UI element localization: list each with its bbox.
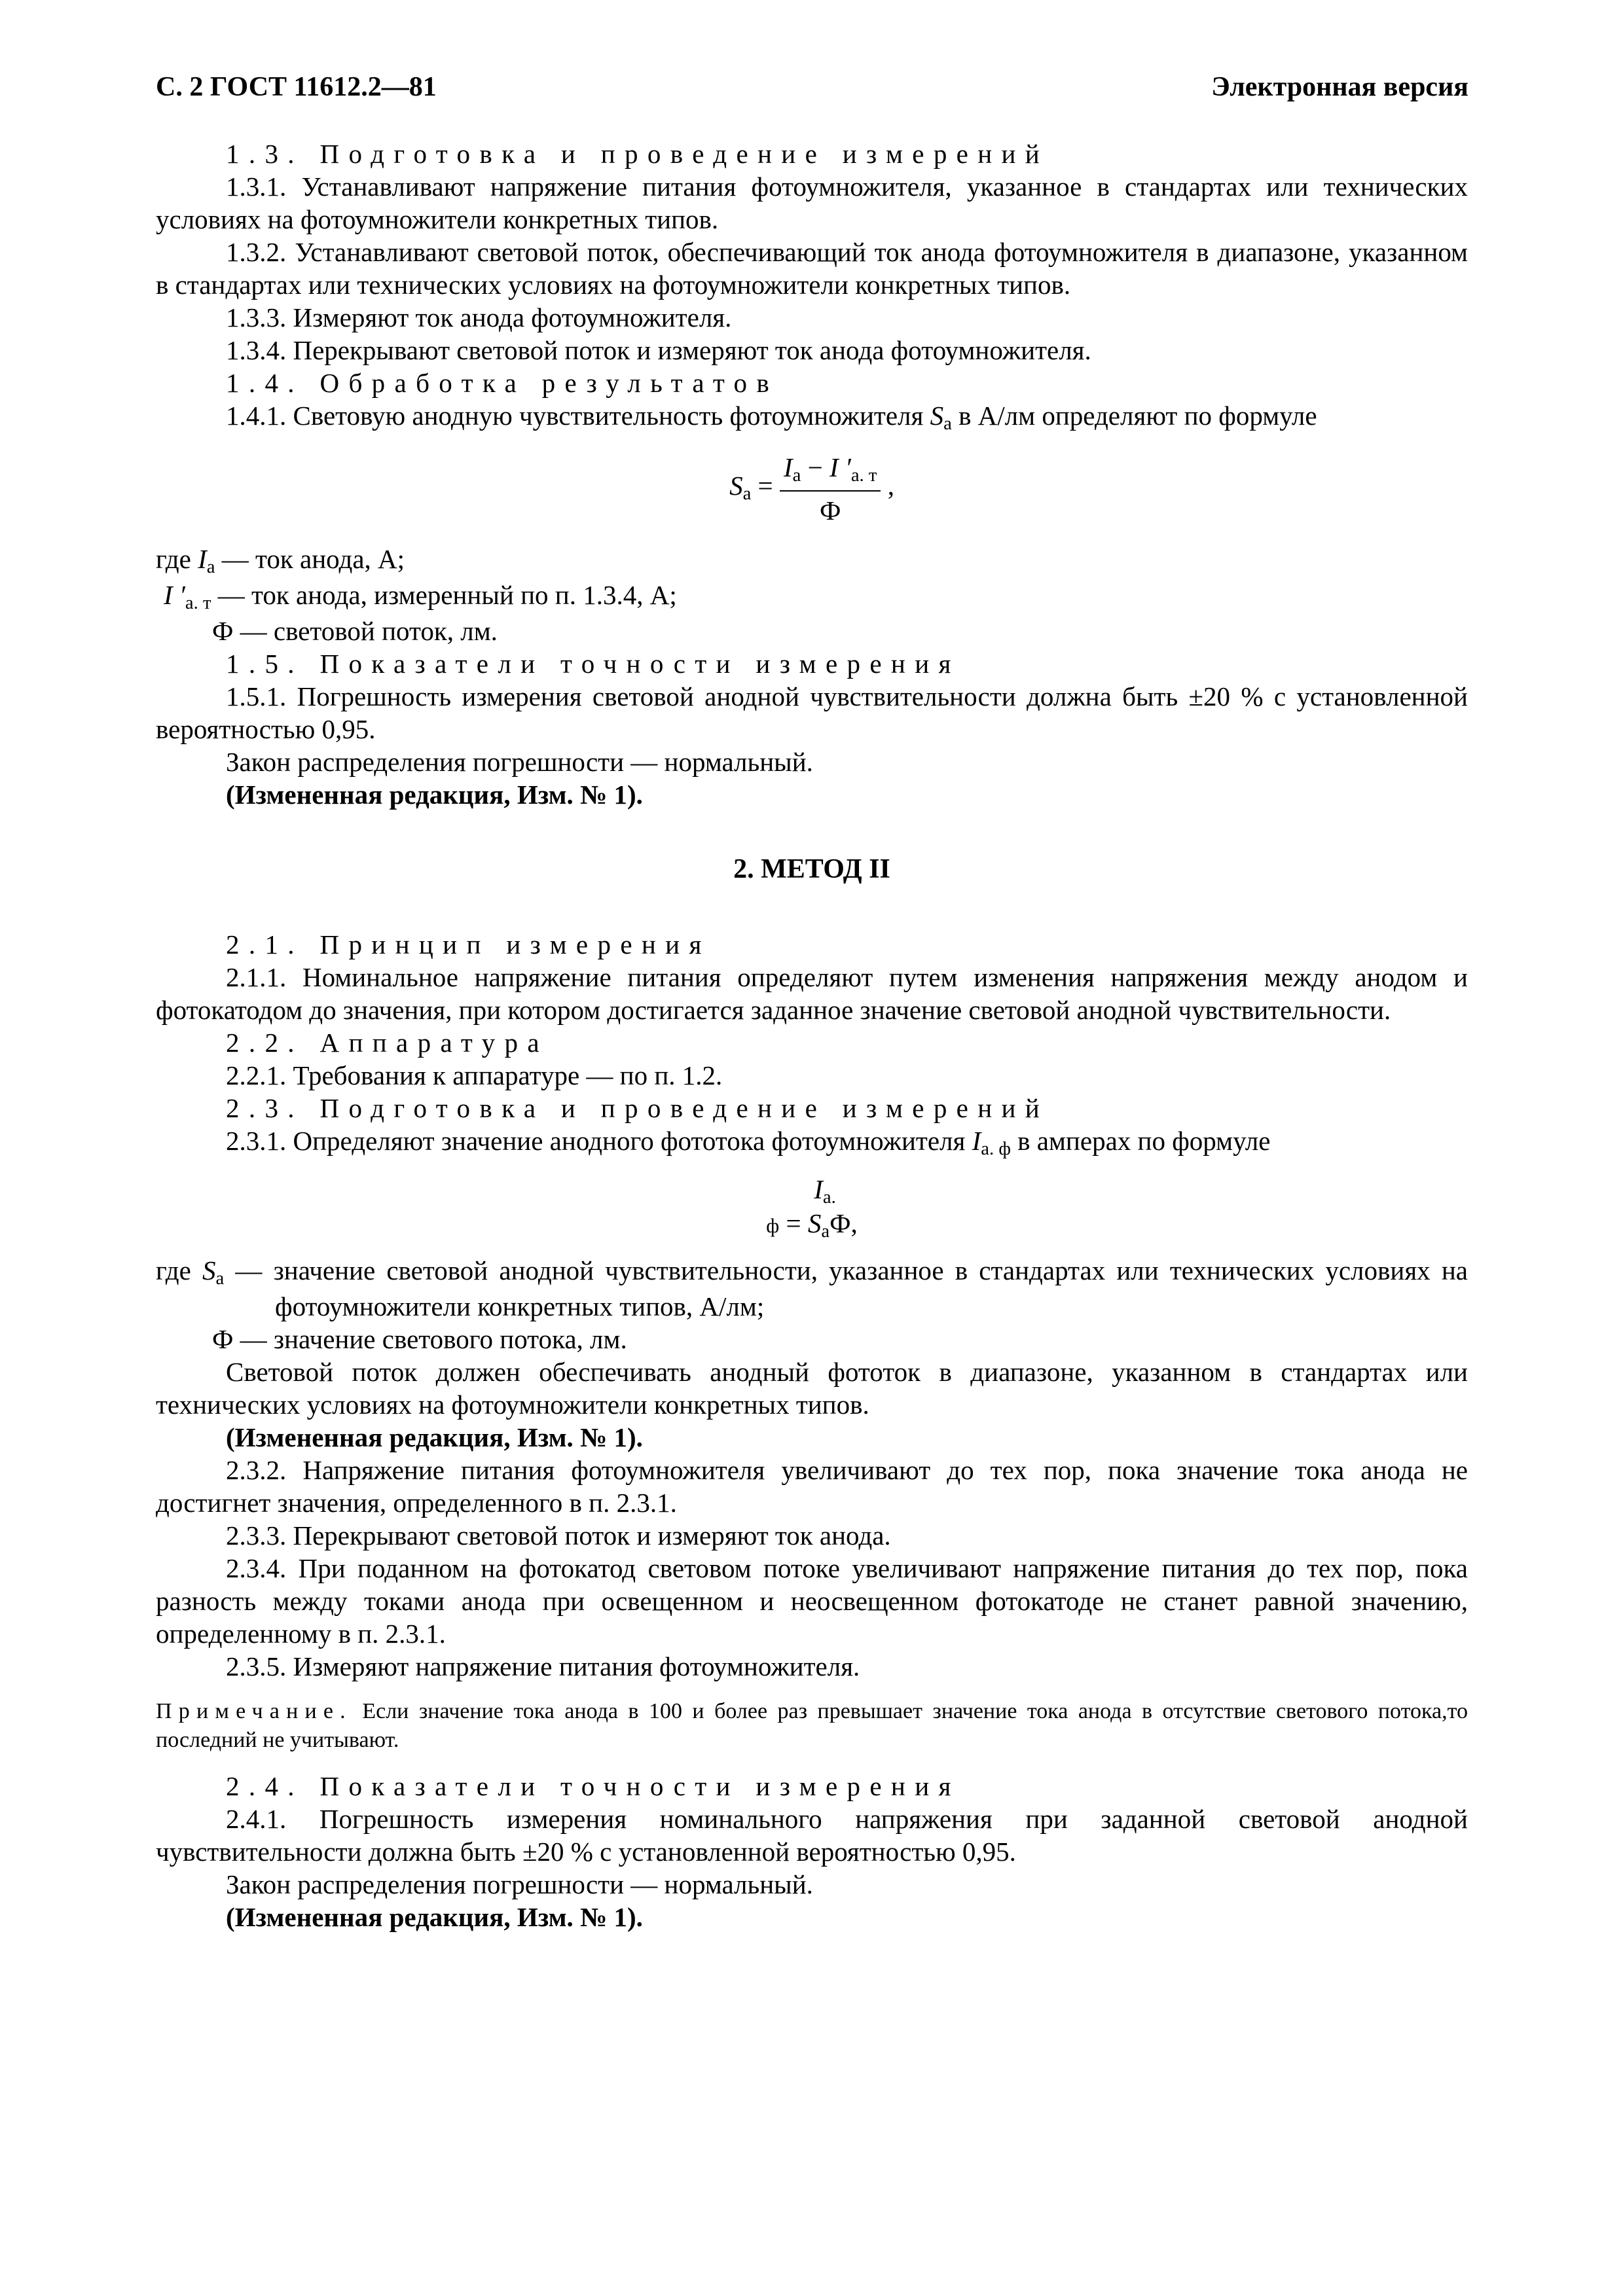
amendment-note-2-3: (Измененная редакция, Изм. № 1). bbox=[226, 1422, 643, 1453]
paragraph-2-1-1: 2.1.1. Номинальное напряжение питания определяют путем изменения напряжения между анодом и фотокатодом до значения, при котором достигается заданное значение световой анодной чувствительности. bbox=[156, 962, 1468, 1026]
formula-denominator: Ф bbox=[819, 495, 841, 526]
note-label: Примечание. bbox=[156, 1699, 352, 1724]
subsection-title-1-3: 1.3. Подготовка и проведение измерений bbox=[226, 139, 1049, 169]
page-header-version: Электронная версия bbox=[1211, 72, 1468, 102]
where-item-flux-value: Ф — значение светового потока, лм. bbox=[212, 1324, 627, 1355]
where-item-anode-current: где $I_а$ — ток анода, А; bbox=[156, 543, 405, 577]
paragraph-1-3-3: 1.3.3. Измеряют ток анода фотоумножителя. bbox=[226, 302, 732, 333]
where-item-dark-current: I $'_{а. т}$ — ток анода, измеренный по п. 1.3.4, А; bbox=[164, 579, 677, 613]
where-item-light-flux: Ф — световой поток, лм. bbox=[212, 615, 498, 646]
formula-photocurrent-top: $I_{а.}$ bbox=[814, 1174, 836, 1208]
paragraph-1-3-4: 1.3.4. Перекрывают световой поток и измеряют ток анода фотоумножителя. bbox=[226, 335, 1091, 366]
section-title-method-2: 2. МЕТОД II bbox=[733, 853, 890, 884]
formula-numerator: $I_а - I$ $'_{а. т}$ bbox=[780, 451, 881, 491]
paragraph-2-3-flux-range: Световой поток должен обеспечивать анодный фототок в диапазоне, указанном в стандартах или технических условиях на фотоумножители конкретных типов. bbox=[156, 1357, 1468, 1420]
subsection-title-2-3: 2.3. Подготовка и проведение измерений bbox=[226, 1093, 1049, 1124]
where-item-sensitivity: где $S_а$ — значение световой анодной чувствительности, указанное в стандартах или технических условиях на фотоумножители конкретных типов, А/лм; bbox=[156, 1255, 1468, 1322]
formula-fraction bbox=[780, 451, 881, 526]
paragraph-1-5-law: Закон распределения погрешности — нормальный. bbox=[226, 746, 813, 777]
subsection-title-1-4: 1.4. Обработка результатов bbox=[226, 368, 779, 399]
formula-photocurrent-bottom: $ф = S_аФ$, bbox=[766, 1208, 858, 1242]
paragraph-1-3-2: 1.3.2. Устанавливают световой поток, обеспечивающий ток анода фотоумножителя в диапазоне, указанном в стандартах или технических условиях на фотоумножители конкретных типов. bbox=[156, 237, 1468, 300]
formula-sensitivity: $S_а$ = $\frac{I_а - I '_{а. т}}{Ф}$ , bbox=[156, 451, 1468, 526]
document-body bbox=[156, 137, 1468, 1933]
subsection-title-1-5: 1.5. Показатели точности измерения bbox=[226, 648, 960, 679]
paragraph-1-4-1: 1.4.1. Световую анодную чувствительность фотоумножителя $S_а$ в А/лм определяют по формуле bbox=[226, 401, 1317, 435]
paragraph-1-5-1: 1.5.1. Погрешность измерения световой анодной чувствительности должна быть ±20 % с установленной вероятностью 0,95. bbox=[156, 681, 1468, 744]
subsection-title-2-2: 2.2. Аппаратура bbox=[226, 1028, 549, 1058]
amendment-note-1-5: (Измененная редакция, Изм. № 1). bbox=[226, 779, 643, 810]
paragraph-2-3-1: 2.3.1. Определяют значение анодного фототока фотоумножителя $I_{а. ф}$ в амперах по формуле bbox=[226, 1126, 1271, 1160]
paragraph-2-3-3: 2.3.3. Перекрывают световой поток и измеряют ток анода. bbox=[226, 1520, 891, 1551]
page-header-standard: С. 2 ГОСТ 11612.2—81 bbox=[156, 72, 437, 102]
formula-photocurrent bbox=[156, 1174, 1468, 1242]
paragraph-2-2-1: 2.2.1. Требования к аппаратуре — по п. 1.2. bbox=[226, 1060, 723, 1091]
subsection-title-2-1: 2.1. Принцип измерения bbox=[226, 929, 711, 960]
paragraph-2-3-2: 2.3.2. Напряжение питания фотоумножителя увеличивают до тех пор, пока значение тока анода не достигнет значения, определенного в п. 2.3.1. bbox=[156, 1455, 1468, 1518]
paragraph-2-3-4: 2.3.4. При поданном на фотокатод световом потоке увеличивают напряжение питания до тех пор, пока разность между токами анода при освещенном и неосвещенном фотокатоде не станет равной значению, определенному в п. 2.3.1. bbox=[156, 1553, 1468, 1649]
paragraph-2-3-5: 2.3.5. Измеряют напряжение питания фотоумножителя. bbox=[226, 1651, 860, 1682]
paragraph-2-4-law: Закон распределения погрешности — нормальный. bbox=[226, 1869, 813, 1899]
paragraph-2-4-1: 2.4.1. Погрешность измерения номинального напряжения при заданной световой анодной чувствительности должна быть ±20 % с установленной вероятностью 0,95. bbox=[156, 1803, 1468, 1867]
note-paragraph: Примечание. Если значение тока анода в 100 и более раз превышает значение тока анода в отсутствие светового потока,то последний не учитывают. bbox=[156, 1699, 1468, 1753]
subsection-title-2-4: 2.4. Показатели точности измерения bbox=[226, 1770, 960, 1801]
amendment-note-2-4: (Измененная редакция, Изм. № 1). bbox=[226, 1901, 643, 1932]
paragraph-1-3-1: 1.3.1. Устанавливают напряжение питания фотоумножителя, указанное в стандартах или технических условиях на фотоумножители конкретных типов. bbox=[156, 171, 1468, 235]
